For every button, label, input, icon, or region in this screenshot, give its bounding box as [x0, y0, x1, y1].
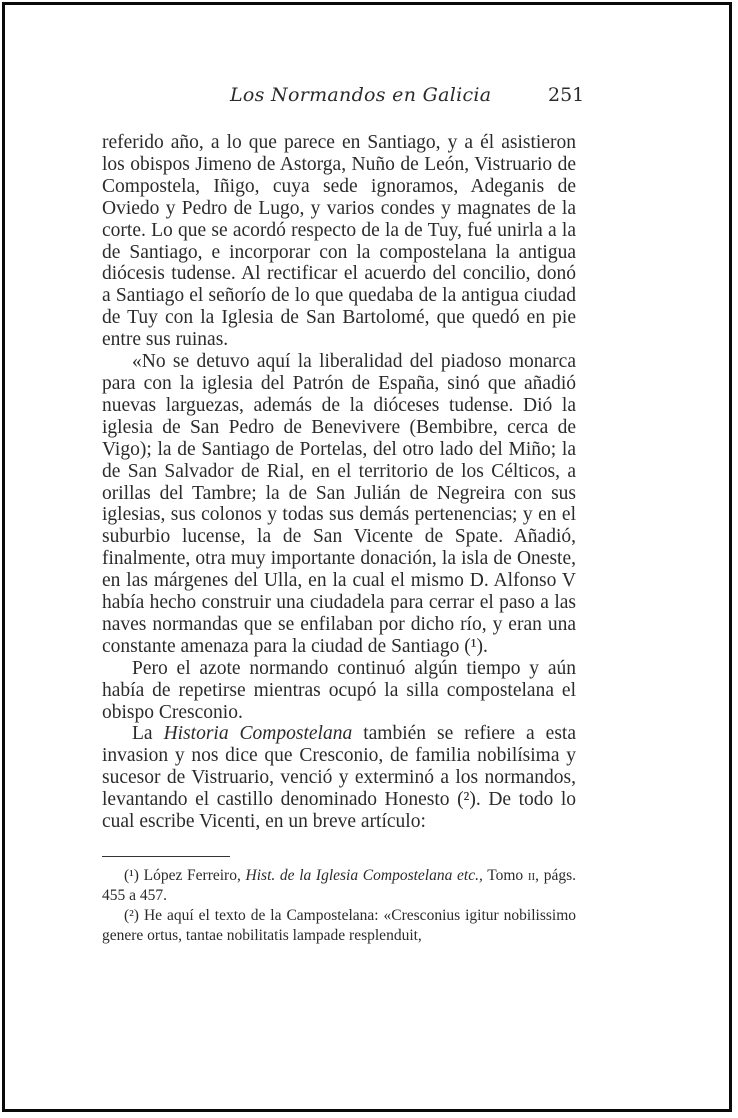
paragraph-1: referido año, a lo que parece en Santiago, y a él asistieron los obispos Jimeno de Astorga, Nuño de León, Vistruario de Compostela, Iñigo, cuya sede ignoramos, Adeganis de Oviedo y Pedro de Lugo, y varios condes y magnates de la corte. Lo que se acordó respecto de la de Tuy, fué unirla a la de Santiago, e incorporar con la compostelana la antigua diócesis tudense. Al rectificar el acuerdo del concilio, donó a Santiago el señorío de lo que quedaba de la antigua ciudad de Tuy con la Iglesia de San Bartolomé, que quedó en pie entre sus ruinas.: [102, 132, 576, 351]
page-number: 251: [548, 84, 585, 106]
paragraph-4-end: De todo lo cual escribe Vicenti, en un breve artículo:: [102, 789, 576, 833]
footnote-1-tomo-number: ii: [527, 867, 536, 884]
footnote-1-author: López Ferreiro,: [143, 867, 241, 884]
footnote-1-mark: (¹): [124, 867, 139, 884]
paragraph-4-start: La: [132, 723, 153, 745]
paragraph-4-italic-title: Historia Compostelana: [163, 723, 353, 745]
paragraph-4: [102, 723, 576, 833]
running-header-title: Los Normandos en Galicia: [230, 84, 492, 106]
footnote-1: [102, 866, 576, 906]
paragraph-4-text: también se refiere a esta invasion y nos dice que Cresconio, de familia nobilísima y sucesor de Vistruario, venció y exterminó a los normandos, levantando el castillo denominado Honesto: [102, 723, 576, 811]
footnotes: [102, 866, 576, 946]
footnote-divider: [102, 856, 230, 857]
paragraph-2-text: «No se detuvo aquí la liberalidad del piadoso monarca para con la iglesia del Patrón de España, sinó que añadió nuevas larguezas, además de la dióceses tudense. Dió la iglesia de San Pedro de Benevivere (Bembibre, cerca de Vigo); la de Santiago de Portelas, del otro lado del Miño; la de San Salvador de Rial, en el territorio de los Célticos, a orillas del Tambre; la de San Julián de Negreira con sus iglesias, sus colonos y todas sus demás pertenencias; y en el suburbio lucense, la de San Vicente de Spate. Añadió, finalmente, otra muy importante donación, la isla de Oneste, en las márgenes del Ulla, en la cual el mismo D. Alfonso V había hecho construir una ciudadela para cerrar el paso a las naves normandas que se enfilaban por dicho río, y eran una constante amenaza para la ciudad de Santiago: [102, 351, 576, 657]
footnote-2-mark: (²): [124, 907, 139, 924]
footnote-2-text: He aquí el texto de la Campostelana: «Cresconius igitur nobilissimo genere ortus, tantae nobilitatis lampade resplenduit,: [102, 907, 576, 944]
main-text: [102, 132, 576, 833]
footnote-ref-2: (²).: [457, 789, 481, 811]
footnote-2: [102, 906, 576, 946]
footnote-ref-1: (¹).: [464, 635, 488, 657]
paragraph-2: [102, 351, 576, 658]
footnote-1-pages: , págs. 455 a 457.: [102, 867, 576, 904]
footnote-1-title: Hist. de la Iglesia Compostelana etc.,: [245, 867, 483, 884]
footnote-1-tomo-label: Tomo: [487, 867, 524, 884]
paragraph-3: Pero el azote normando continuó algún tiempo y aún había de repetirse mientras ocupó la silla compostelana el obispo Cresconio.: [102, 657, 576, 723]
